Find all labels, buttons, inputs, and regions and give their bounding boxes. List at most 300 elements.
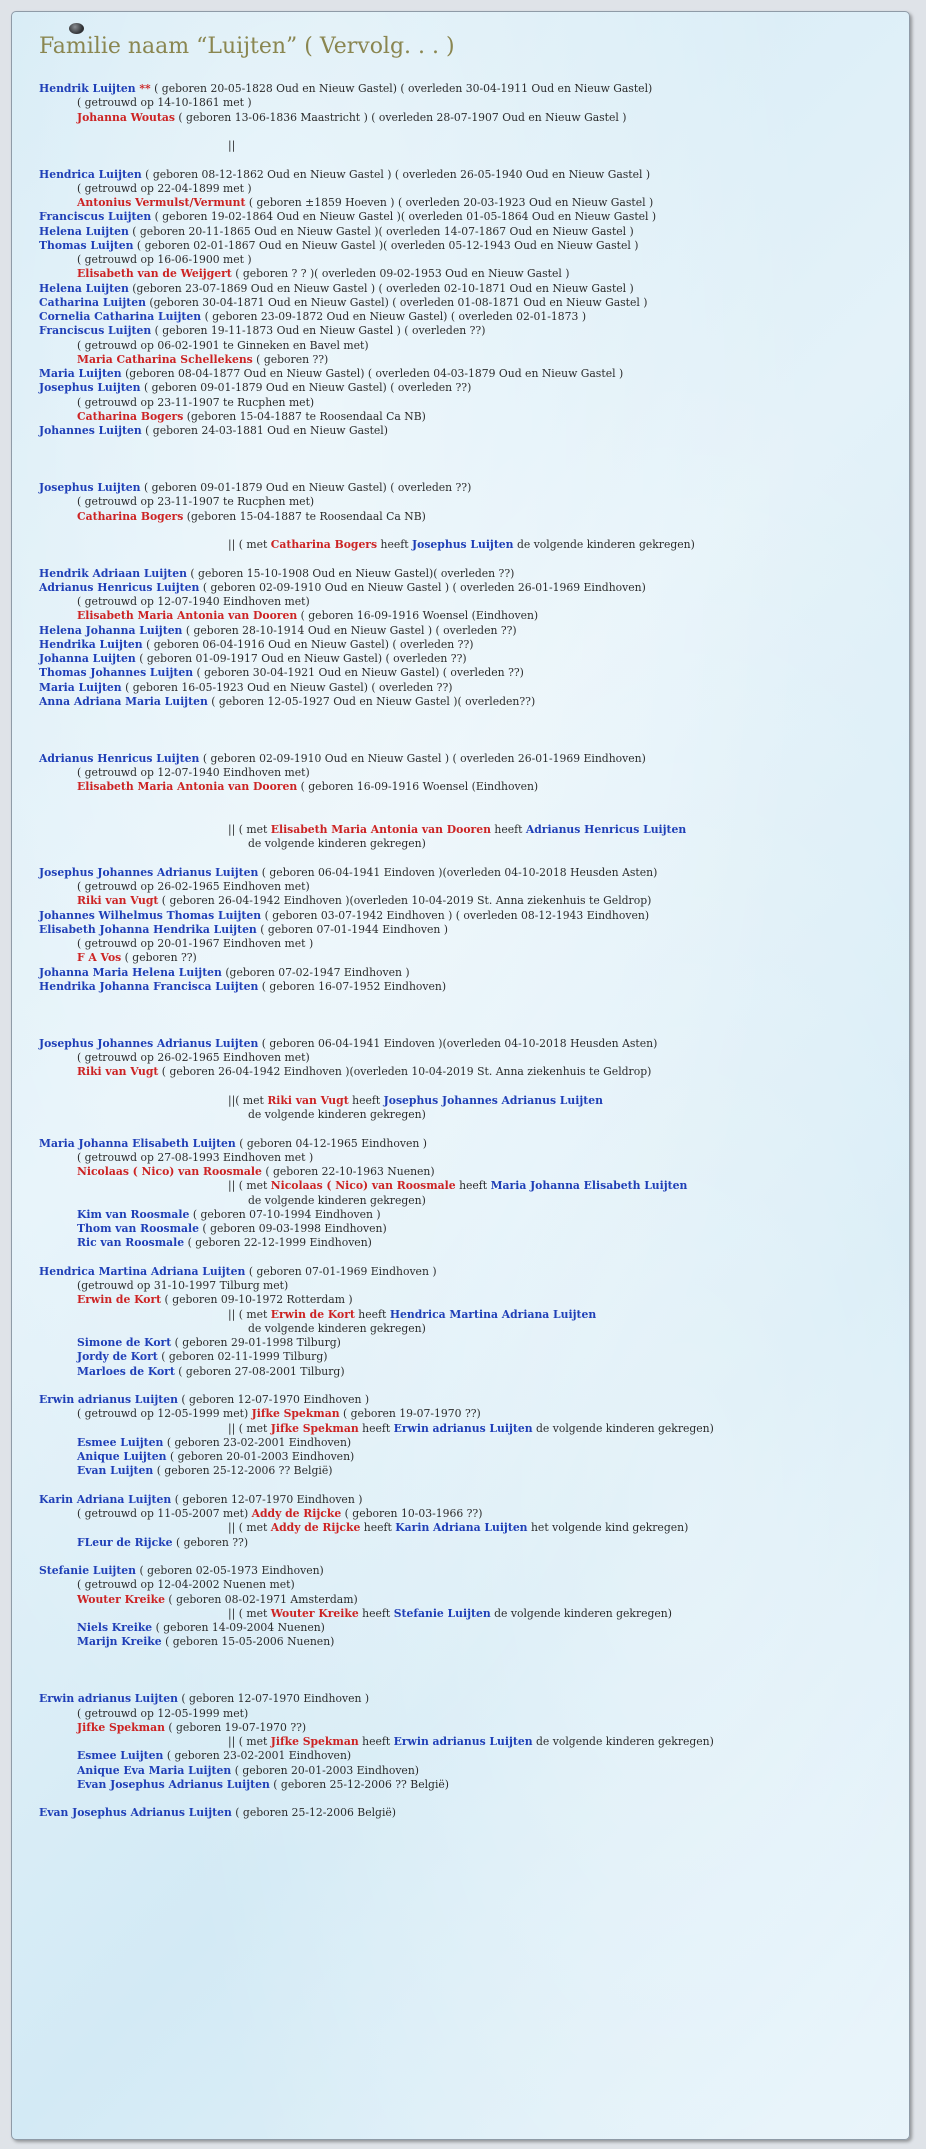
person-name: Anique Eva Maria Luijten [77,1763,232,1777]
blank-line [39,1008,904,1022]
text-line [39,1407,904,1421]
text-line [39,182,904,196]
detail-text: ( geboren 27-08-2001 Tilburg) [174,1364,345,1378]
person-name: Johannes Wilhelmus Thomas Luijten [39,908,262,922]
person-name: Karin Adriana Luijten [395,1521,528,1535]
person-name: Erwin adrianus Luijten [39,1692,178,1706]
blank-line [39,1122,904,1136]
text-line [39,1536,904,1550]
text-line [39,239,904,253]
text-line [39,225,904,239]
spouse-name: Riki van Vugt [267,1093,349,1107]
text-line [39,1179,904,1193]
text-line [39,1707,904,1721]
detail-text: de volgende kinderen gekregen) [532,1421,714,1435]
text-line [39,96,904,110]
person-name: Erwin adrianus Luijten [39,1393,178,1406]
blank-line [39,809,904,823]
detail-text: (geboren 07-02-1947 Eindhoven ) [221,965,410,979]
text-line [39,624,904,638]
text-line [39,1322,904,1336]
text-line [39,495,904,509]
detail-text: ( geboren 07-01-1969 Eindhoven ) [245,1264,437,1278]
spouse-name: Erwin de Kort [77,1293,162,1307]
text-line [39,424,904,438]
text-line [39,1365,904,1379]
text-line [39,1222,904,1236]
detail-text: de volgende kinderen gekregen) [248,1108,426,1121]
spouse-name: Catharina Bogers [77,409,184,423]
blank-line [39,153,904,167]
detail-text: ( geboren 20-11-1865 Oud en Nieuw Gastel )( overleden 14-07-1867 Oud en Nieuw Gastel ) [128,224,634,238]
person-name: Hendrika Johanna Francisca Luijten [39,979,259,993]
detail-text: ( geboren 03-07-1942 Eindhoven ) ( overleden 08-12-1943 Eindhoven) [261,908,650,922]
text-line [39,253,904,267]
person-name: Karin Adriana Luijten [39,1492,172,1506]
text-line [39,111,904,125]
detail-text: ( geboren 15-05-2006 Nuenen) [161,1635,335,1649]
detail-text: ( geboren 06-04-1941 Eindoven )(overleden 04-10-2018 Heusden Asten) [258,1036,658,1050]
blank-line [39,552,904,566]
person-name: Marijn Kreike [77,1635,162,1649]
spouse-name: Catharina Bogers [77,509,184,523]
text-line [39,1806,904,1820]
spouse-name: Riki van Vugt [77,894,159,908]
blank-line [39,524,904,538]
detail-text: ( getrouwd op 12-07-1940 Eindhoven met) [77,595,310,608]
detail-text: ( geboren 01-09-1917 Oud en Nieuw Gastel) ( overleden ??) [135,652,467,665]
detail-text: ( geboren 02-01-1867 Oud en Nieuw Gastel )( overleden 05-12-1943 Oud en Nieuw Gastel ) [133,238,639,252]
text-line [39,1721,904,1735]
spouse-name: Maria Catharina Schellekens [77,352,253,366]
text-line [39,1208,904,1222]
text-line [39,909,904,923]
detail-text: ( geboren ±1859 Hoeven ) ( overleden 20-03-1923 Oud en Nieuw Gastel ) [245,196,654,209]
detail-text: ( geboren 09-10-1972 Rotterdam ) [161,1293,353,1307]
detail-text: ( getrouwd op 12-04-2002 Nuenen met) [77,1578,295,1592]
detail-text: ( geboren 12-07-1970 Eindhoven ) [177,1692,370,1706]
text-line [39,310,904,324]
blank-line [39,1650,904,1664]
detail-text: || [228,139,236,152]
text-line [39,1564,904,1578]
detail-text: ( getrouwd op 12-07-1940 Eindhoven met) [77,766,310,779]
text-line [39,966,904,980]
detail-text: ( geboren 23-02-2001 Eindhoven) [163,1749,352,1763]
detail-text: || ( met [228,1606,271,1620]
detail-text: ( geboren 25-12-2006 ?? België) [153,1464,333,1478]
text-line [39,1051,904,1065]
spouse-name: Elisabeth Maria Antonia van Dooren [270,823,491,836]
detail-text: ( geboren 26-04-1942 Eindhoven )(overleden 10-04-2019 St. Anna ziekenhuis te Geldrop) [158,894,652,908]
spouse-name: Erwin de Kort [270,1307,355,1321]
spouse-name: Nicolaas ( Nico) van Roosmale [77,1165,262,1178]
text-line [39,282,904,296]
spouse-name: Elisabeth Maria Antonia van Dooren [77,780,298,794]
detail-text: ( geboren 15-10-1908 Oud en Nieuw Gastel)( overleden ??) [186,566,515,580]
text-line [39,866,904,880]
person-name: Stefanie Luijten [39,1564,137,1577]
person-name: Evan Josephus Adrianus Luijten [77,1777,270,1791]
person-name: Catharina Luijten [39,295,146,309]
person-name: Josephus Johannes Adrianus Luijten [383,1093,603,1107]
detail-text: ( geboren 22-10-1963 Nuenen) [261,1165,435,1178]
person-name: Simone de Kort [77,1336,172,1349]
detail-text: heeft [358,1606,394,1620]
detail-text: de volgende kinderen gekregen) [248,1321,426,1335]
person-name: FLeur de Rijcke [77,1535,173,1549]
detail-text: ( geboren 13-06-1836 Maastricht ) ( overleden 28-07-1907 Oud en Nieuw Gastel ) [174,110,627,124]
spouse-name: Addy de Rijcke [270,1521,361,1535]
detail-text: ( geboren 12-07-1970 Eindhoven ) [177,1393,370,1406]
blank-line [39,1550,904,1564]
detail-text: ( geboren 16-09-1916 Woensel (Eindhoven) [297,609,539,623]
spouse-name: Jifke Spekman [77,1720,165,1734]
text-line [39,196,904,210]
person-name: Adrianus Henricus Luijten [525,823,687,836]
detail-text: ( getrouwd op 26-02-1965 Eindhoven met) [77,880,310,893]
spouse-name: Wouter Kreike [270,1606,359,1620]
text-line [39,666,904,680]
detail-text: heeft [358,1735,394,1748]
detail-text: ( geboren 10-03-1966 ??) [341,1507,483,1520]
page-title: Familie naam “Luijten” ( Vervolg. . . ) [39,34,455,59]
blank-line [39,467,904,481]
person-name: Hendrik Luijten [39,82,136,95]
person-name: Niels Kreike [77,1621,153,1634]
text-line [39,324,904,338]
text-line [39,1151,904,1165]
detail-text: ( geboren ??) [121,951,197,965]
person-name: Josephus Johannes Adrianus Luijten [39,1036,259,1050]
text-line [39,82,904,96]
text-line [39,1065,904,1079]
detail-text: ( geboren 16-09-1916 Woensel (Eindhoven) [297,780,539,794]
blank-line [39,1080,904,1094]
spouse-name: Elisabeth van de Weijgert [77,267,232,281]
text-line [39,681,904,695]
text-line [39,1336,904,1350]
text-line [39,396,904,410]
text-line [39,1422,904,1436]
spouse-name: Johanna Woutas [77,110,175,124]
text-line [39,1635,904,1649]
blank-line [39,852,904,866]
text-line [39,880,904,894]
blank-line [39,453,904,467]
person-name: Hendrika Luijten [39,637,143,651]
blank-line [39,1379,904,1393]
detail-text: ( geboren ? ? )( overleden 09-02-1953 Oud en Nieuw Gastel ) [231,267,570,281]
text-line [39,296,904,310]
text-line [39,980,904,994]
detail-text: ( geboren ??) [252,352,329,366]
detail-text: heeft [354,1307,390,1321]
person-name: Jordy de Kort [77,1350,158,1364]
text-line [39,367,904,381]
person-name: Johanna Luijten [39,652,136,665]
person-name: Maria Johanna Elisabeth Luijten [39,1136,236,1150]
text-line [39,595,904,609]
detail-text: || ( met [228,538,271,551]
detail-text: heeft [455,1179,491,1193]
detail-text: ( getrouwd op 16-06-1900 met ) [77,253,252,266]
text-line [39,894,904,908]
spouse-name: Wouter Kreike [77,1592,165,1606]
detail-text: heeft [360,1521,396,1535]
text-line [39,1279,904,1293]
detail-text: ( geboren ??) [172,1535,249,1549]
text-line [39,353,904,367]
detail-text: ( geboren 26-04-1942 Eindhoven )(overleden 10-04-2019 St. Anna ziekenhuis te Geldrop) [158,1065,652,1079]
detail-text: de volgende kinderen gekregen) [248,837,426,851]
text-line [39,410,904,424]
detail-text: (geboren 15-04-1887 te Roosendaal Ca NB) [183,409,426,423]
detail-text: ( geboren 02-09-1910 Oud en Nieuw Gastel ) ( overleden 26-01-1969 Eindhoven) [199,751,646,765]
text-line [39,1108,904,1122]
person-name: Helena Luijten [39,281,129,295]
detail-text: ( geboren 02-05-1973 Eindhoven) [136,1564,324,1577]
person-name: Hendrik Adriaan Luijten [39,566,187,580]
person-name: Thomas Johannes Luijten [39,666,194,680]
person-name: Josephus Luijten [39,381,141,395]
person-name: Maria Johanna Elisabeth Luijten [490,1179,688,1193]
spouse-name: Jifke Spekman [270,1421,359,1435]
detail-text: (getrouwd op 31-10-1997 Tilburg met) [77,1279,289,1292]
blank-line [39,1023,904,1037]
spouse-name: ** [135,82,151,95]
text-line [39,1393,904,1407]
blank-line [39,1251,904,1265]
detail-text: ( geboren 06-04-1941 Eindoven )(overleden 04-10-2018 Heusden Asten) [258,865,658,879]
text-line [39,1194,904,1208]
text-line [39,766,904,780]
detail-text: ( geboren 29-01-1998 Tilburg) [171,1336,341,1349]
detail-text: de volgende kinderen gekregen) [513,538,695,551]
detail-text: ( geboren 28-10-1914 Oud en Nieuw Gastel ) ( overleden ??) [182,623,517,637]
detail-text: ( geboren 04-12-1965 Eindhoven ) [235,1136,427,1150]
text-line [39,652,904,666]
blank-line [39,795,904,809]
spouse-name: Nicolaas ( Nico) van Roosmale [270,1179,456,1193]
text-line [39,1593,904,1607]
person-name: Esmee Luijten [77,1749,164,1763]
detail-text: ( geboren 19-02-1864 Oud en Nieuw Gastel )( overleden 01-05-1864 Oud en Nieuw Gastel ) [151,210,657,224]
detail-text: ( geboren 20-01-2003 Eindhoven) [166,1450,355,1463]
text-line [39,1350,904,1364]
detail-text: || ( met [228,823,271,836]
person-name: Josephus Luijten [412,538,514,551]
spouse-name: Catharina Bogers [270,538,378,551]
detail-text: ( getrouwd op 14-10-1861 met ) [77,96,252,110]
person-name: Johannes Luijten [39,424,142,437]
text-line [39,168,904,182]
detail-text: ( geboren 25-12-2006 België) [231,1806,397,1820]
text-line [39,1507,904,1521]
detail-text: ( geboren 16-07-1952 Eindhoven) [258,979,447,993]
detail-text: ( geboren 20-01-2003 Eindhoven) [231,1763,419,1777]
detail-text: ( geboren 16-05-1923 Oud en Nieuw Gastel) ( overleden ??) [121,680,453,694]
detail-text: ( geboren 23-09-1872 Oud en Nieuw Gastel) ( overleden 02-01-1873 ) [201,310,587,323]
person-name: Kim van Roosmale [77,1207,190,1221]
detail-text: het volgende kind gekregen) [527,1521,689,1535]
detail-text: ( getrouwd op 06-02-1901 te Ginneken en Bavel met) [77,338,369,352]
detail-text: ( geboren 14-09-2004 Nuenen) [152,1621,325,1634]
person-name: Josephus Luijten [39,481,141,494]
text-line [39,951,904,965]
text-line [39,1521,904,1535]
spouse-name: Elisabeth Maria Antonia van Dooren [77,609,298,623]
pin-icon [69,23,84,34]
detail-text: (geboren 08-04-1877 Oud en Nieuw Gastel) ( overleden 04-03-1879 Oud en Nieuw Gastel ) [121,367,624,380]
text-line [39,210,904,224]
detail-text: ( getrouwd op 27-08-1993 Eindhoven met ) [77,1150,314,1164]
text-line [39,1265,904,1279]
person-name: Thomas Luijten [39,238,134,252]
text-line [39,1308,904,1322]
text-line [39,1749,904,1763]
person-name: Johanna Maria Helena Luijten [39,965,222,979]
detail-text: ( geboren 20-05-1828 Oud en Nieuw Gastel) ( overleden 30-04-1911 Oud en Nieuw Gastel) [150,82,653,95]
person-name: Erwin adrianus Luijten [393,1735,533,1748]
person-name: Evan Josephus Adrianus Luijten [39,1806,232,1820]
person-name: Ric van Roosmale [77,1236,185,1250]
detail-text: ( getrouwd op 20-01-1967 Eindhoven met ) [77,937,314,950]
detail-text: ( geboren 30-04-1921 Oud en Nieuw Gastel) ( overleden ??) [193,666,524,680]
page-panel [11,11,910,2140]
detail-text: ( getrouwd op 22-04-1899 met ) [77,181,252,195]
text-line [39,1137,904,1151]
detail-text: ( geboren 09-03-1998 Eindhoven) [199,1222,387,1235]
text-line [39,1037,904,1051]
detail-text: ( geboren 06-04-1916 Oud en Nieuw Gastel) ( overleden ??) [142,637,474,651]
detail-text: ( geboren 02-09-1910 Oud en Nieuw Gastel ) ( overleden 26-01-1969 Eindhoven) [199,580,646,594]
person-name: Cornelia Catharina Luijten [39,310,202,323]
detail-text: ( getrouwd op 12-05-1999 met) [77,1706,249,1720]
detail-text: ||( met [228,1093,268,1107]
detail-text: heeft [490,823,526,836]
spouse-name: Antonius Vermulst/Vermunt [77,196,246,209]
detail-text: ( geboren 22-12-1999 Eindhoven) [184,1236,372,1250]
detail-text: ( geboren 19-07-1970 ??) [164,1720,307,1734]
blank-line [39,1792,904,1806]
detail-text: ( geboren 12-07-1970 Eindhoven ) [171,1492,363,1506]
detail-text: (geboren 30-04-1871 Oud en Nieuw Gastel) ( overleden 01-08-1871 Oud en Nieuw Gastel ) [145,295,648,309]
text-line [39,752,904,766]
text-line [39,837,904,851]
detail-text: ( geboren 08-02-1971 Amsterdam) [165,1592,358,1606]
person-name: Helena Johanna Luijten [39,623,183,637]
text-line [39,510,904,524]
blank-line [39,125,904,139]
text-line [39,381,904,395]
text-line [39,1450,904,1464]
text-line [39,339,904,353]
blank-line [39,1664,904,1678]
detail-text: ( geboren 25-12-2006 ?? België) [269,1777,450,1791]
text-line [39,581,904,595]
text-line [39,538,904,552]
person-name: Hendrica Martina Adriana Luijten [389,1307,597,1321]
detail-text: (geboren 23-07-1869 Oud en Nieuw Gastel ) ( overleden 02-10-1871 Oud en Nieuw Gastel ) [128,281,634,295]
detail-text: ( geboren 09-01-1879 Oud en Nieuw Gastel) ( overleden ??) [140,381,472,395]
person-name: Marloes de Kort [77,1364,175,1378]
person-name: Josephus Johannes Adrianus Luijten [39,865,259,879]
detail-text: heeft [377,538,413,551]
detail-text: ( getrouwd op 23-11-1907 te Rucphen met) [77,395,315,409]
spouse-name: F A Vos [77,951,122,965]
detail-text: ( geboren 24-03-1881 Oud en Nieuw Gastel) [141,424,388,437]
detail-text: de volgende kinderen gekregen) [532,1735,714,1748]
text-line [39,1621,904,1635]
detail-text: || ( met [228,1421,271,1435]
text-line [39,1735,904,1749]
detail-text: ( getrouwd op 26-02-1965 Eindhoven met) [77,1051,310,1064]
person-name: Maria Luijten [39,367,122,380]
person-name: Hendrica Luijten [39,167,142,181]
detail-text: || ( met [228,1735,271,1748]
detail-text: ( getrouwd op 11-05-2007 met) [77,1507,252,1520]
detail-text: heeft [358,1421,394,1435]
text-line [39,567,904,581]
person-name: Adrianus Henricus Luijten [39,751,200,765]
detail-text: de volgende kinderen gekregen) [490,1606,672,1620]
detail-text: de volgende kinderen gekregen) [248,1193,426,1207]
text-line [39,780,904,794]
text-line [39,1293,904,1307]
spouse-name: Riki van Vugt [77,1065,159,1079]
detail-text: ( getrouwd op 23-11-1907 te Rucphen met) [77,495,315,509]
blank-line [39,994,904,1008]
text-line [39,823,904,837]
text-line [39,638,904,652]
spouse-name: Jifke Spekman [270,1735,359,1748]
person-name: Thom van Roosmale [77,1222,199,1235]
person-name: Elisabeth Johanna Hendrika Luijten [39,922,257,936]
detail-text: ( geboren 02-11-1999 Tilburg) [157,1350,328,1364]
detail-text: ( geboren 19-07-1970 ??) [339,1407,481,1421]
blank-line [39,723,904,737]
text-line [39,1578,904,1592]
detail-text: ( geboren 23-02-2001 Eindhoven) [163,1435,352,1449]
genealogy-text [39,82,904,1821]
spouse-name: Addy de Rijcke [251,1507,342,1520]
text-line [39,1165,904,1179]
text-line [39,1436,904,1450]
detail-text: || ( met [228,1307,271,1321]
person-name: Esmee Luijten [77,1435,164,1449]
text-line [39,1764,904,1778]
detail-text: || ( met [228,1521,271,1535]
blank-line [39,1678,904,1692]
text-line [39,139,904,153]
blank-line [39,738,904,752]
detail-text: ( getrouwd op 12-05-1999 met) [77,1407,252,1421]
text-line [39,923,904,937]
person-name: Erwin adrianus Luijten [393,1421,533,1435]
blank-line [39,709,904,723]
detail-text: ( geboren 07-10-1994 Eindhoven ) [189,1207,381,1221]
text-line [39,267,904,281]
person-name: Evan Luijten [77,1464,154,1478]
person-name: Franciscus Luijten [39,210,152,224]
text-line [39,1236,904,1250]
detail-text: ( geboren 09-01-1879 Oud en Nieuw Gastel) ( overleden ??) [140,481,472,494]
text-line [39,695,904,709]
detail-text: || ( met [228,1179,271,1193]
blank-line [39,438,904,452]
text-line [39,1493,904,1507]
